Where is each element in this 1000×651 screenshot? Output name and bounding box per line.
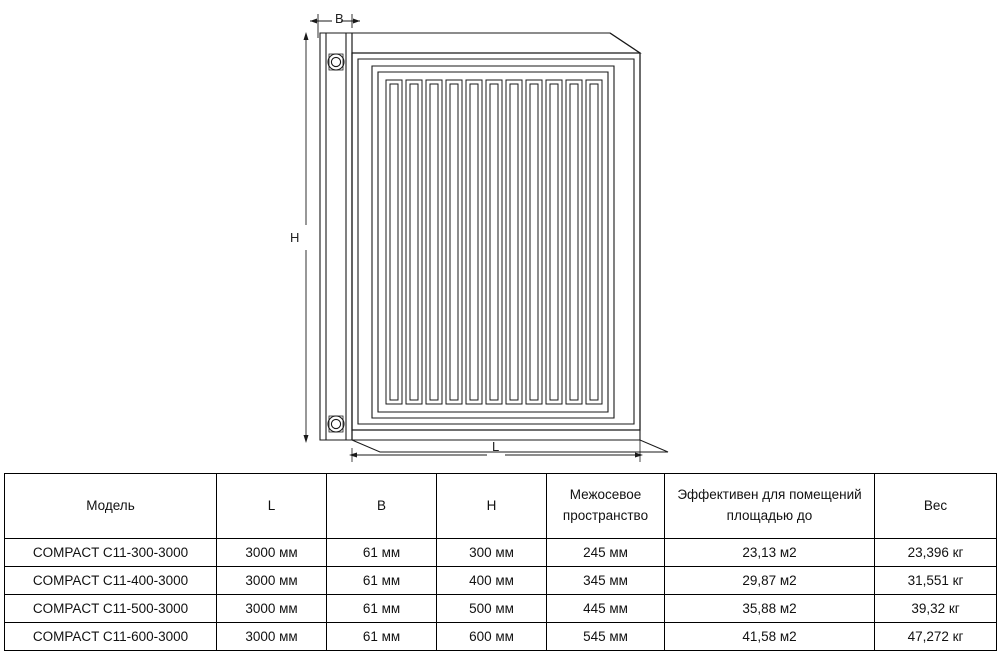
cell-model: COMPACT C11-500-3000 [5, 595, 217, 623]
cell-length: 3000 мм [217, 623, 327, 651]
cell-effective-area: 29,87 м2 [665, 567, 875, 595]
column-header-axis-spacing-line1: Межосевое [569, 487, 642, 503]
cell-effective-area: 23,13 м2 [665, 539, 875, 567]
radiator-fins [386, 80, 602, 404]
cell-effective-area: 41,58 м2 [665, 623, 875, 651]
cell-height: 500 мм [437, 595, 547, 623]
cell-weight: 39,32 кг [875, 595, 997, 623]
cell-model: COMPACT C11-400-3000 [5, 567, 217, 595]
cell-axis-spacing: 345 мм [547, 567, 665, 595]
cell-height: 600 мм [437, 623, 547, 651]
column-header-height: H [437, 474, 547, 539]
cell-length: 3000 мм [217, 567, 327, 595]
table-row [5, 567, 997, 595]
cell-axis-spacing: 445 мм [547, 595, 665, 623]
cell-width: 61 мм [327, 539, 437, 567]
cell-height: 300 мм [437, 539, 547, 567]
column-header-model: Модель [5, 474, 217, 539]
cell-height: 400 мм [437, 567, 547, 595]
specifications-table [4, 473, 997, 651]
radiator-top-face [320, 33, 640, 440]
cell-width: 61 мм [327, 567, 437, 595]
column-header-axis-spacing-line2: пространство [562, 508, 649, 523]
radiator-top-connector [328, 54, 344, 70]
table-header-row [5, 474, 997, 539]
cell-axis-spacing: 545 мм [547, 623, 665, 651]
cell-width: 61 мм [327, 623, 437, 651]
cell-model: COMPACT C11-300-3000 [5, 539, 217, 567]
cell-length: 3000 мм [217, 595, 327, 623]
column-header-length: L [217, 474, 327, 539]
table-row [5, 539, 997, 567]
column-header-width: B [327, 474, 437, 539]
dimension-h [304, 32, 309, 443]
cell-width: 61 мм [327, 595, 437, 623]
table-row [5, 623, 997, 651]
cell-weight: 23,396 кг [875, 539, 997, 567]
table-row [5, 595, 997, 623]
dimension-label-h: H [290, 230, 300, 245]
column-header-effective-area-line2: площадью до [726, 508, 813, 523]
cell-model: COMPACT C11-600-3000 [5, 623, 217, 651]
radiator-front-panel [352, 53, 640, 430]
radiator-left-side-panel [320, 33, 352, 440]
column-header-axis-spacing [547, 474, 665, 539]
cell-axis-spacing: 245 мм [547, 539, 665, 567]
cell-effective-area: 35,88 м2 [665, 595, 875, 623]
cell-weight: 31,551 кг [875, 567, 997, 595]
dimension-label-b: B [335, 11, 344, 26]
dimension-label-l: L [492, 439, 500, 454]
cell-weight: 47,272 кг [875, 623, 997, 651]
column-header-weight: Вес [875, 474, 997, 539]
radiator-bottom-connector [328, 416, 344, 432]
column-header-effective-area [665, 474, 875, 539]
column-header-effective-area-line1: Эффективен для помещений [677, 487, 862, 503]
cell-length: 3000 мм [217, 539, 327, 567]
